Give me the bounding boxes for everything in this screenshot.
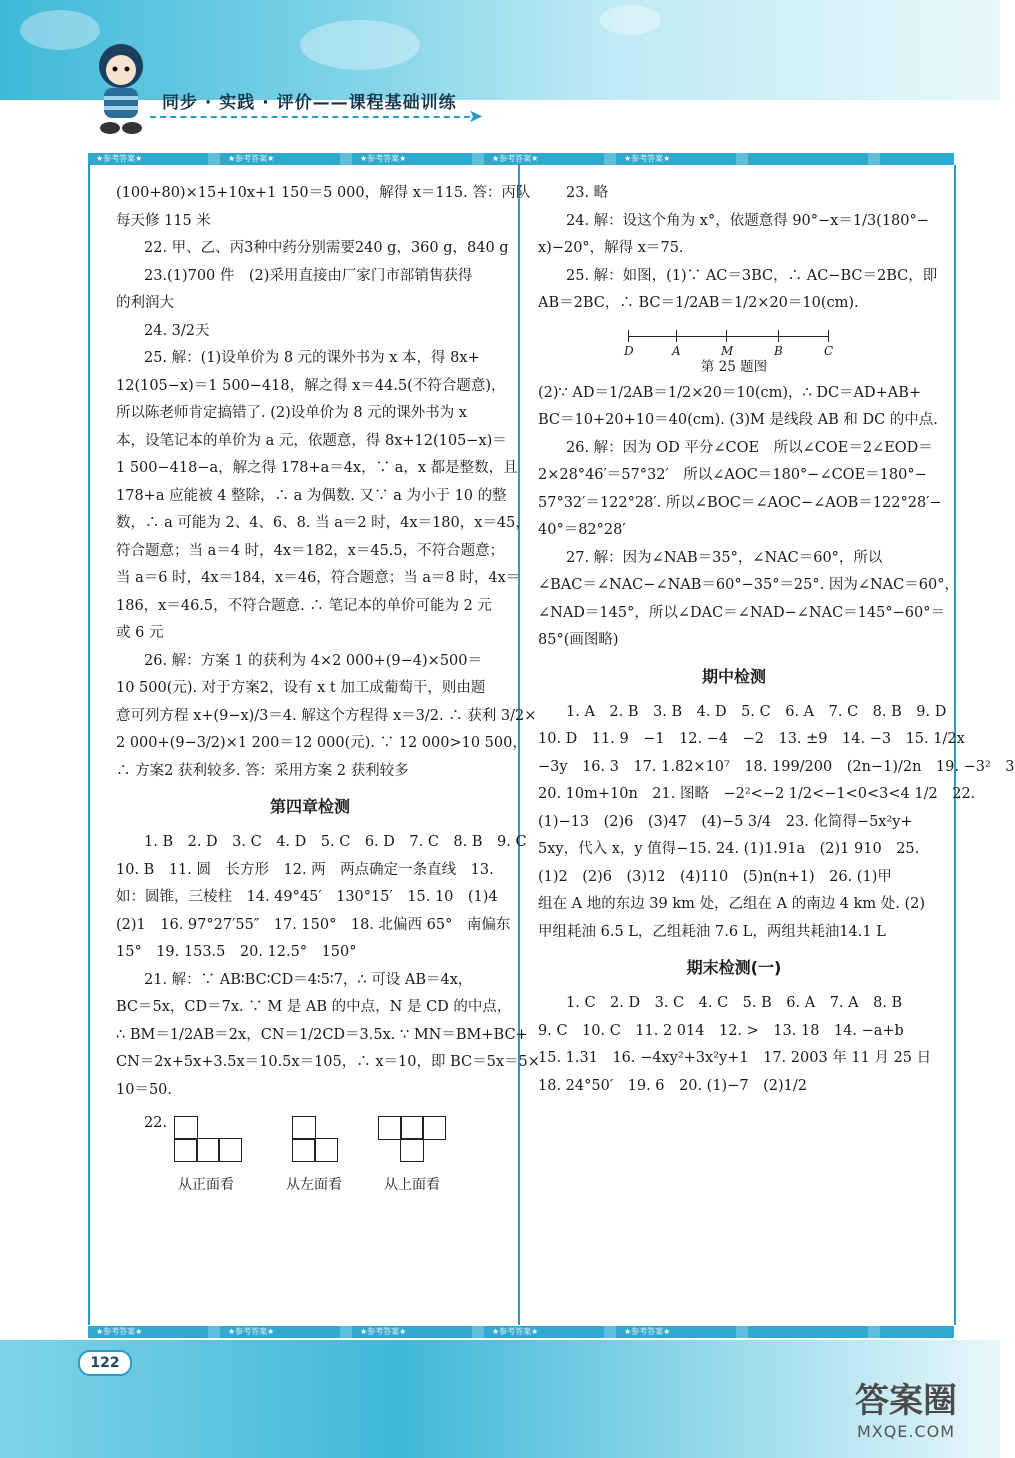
answer-line: 1 500−418−a，解之得 178+a＝4x，∵ a，x 都是整数，且 [116,460,518,476]
strip-tag: ★参考答案★ [228,154,275,163]
answer-line: 1. B 2. D 3. C 4. D 5. C 6. D 7. C 8. B 9. C [144,834,527,850]
view-label: 从上面看 [384,1177,440,1193]
strip-tag: ★参考答案★ [492,154,539,163]
point-label: B [774,343,783,358]
strip-tag: ★参考答案★ [360,154,407,163]
point-label: A [672,343,681,358]
final-answer-lines [538,990,930,1100]
answer-line: ∴ 方案2 获利较多. 答：采用方案 2 获利较多 [116,762,409,779]
left-answer-lines [116,180,537,785]
answer-strip-bottom [88,1326,954,1338]
strip-tag: ★参考答案★ [624,1327,671,1336]
answer-line: 符合题意；当 a＝4 时，4x＝182，x＝45.5，不符合题意； [116,542,505,559]
answer-line: 10 500(元). 对于方案2，设有 x t 加工成葡萄干，则由题 [116,680,486,696]
q22-label: 22. [144,1115,168,1131]
final-heading: 期末检测(一) [686,958,782,977]
answer-line: 数，∴ a 可能为 2、4、6、8. 当 a＝2 时，4x＝180，x＝45， [116,515,530,531]
answer-line: 85°(画图略) [538,632,619,648]
view-label: 从正面看 [178,1177,234,1193]
answer-line: BC＝5x，CD＝7x. ∵ M 是 AB 的中点，N 是 CD 的中点， [116,999,512,1015]
answer-line: 10. D 11. 9 −1 12. −4 −2 13. ±9 14. −3 15. 1/2x [538,731,965,747]
answer-line: 40°＝82°28′ [538,522,626,538]
watermark-url: MXQE.COM [856,1422,956,1441]
answer-strip-top [88,153,954,165]
right-column [538,180,1015,1100]
chapter4-heading: 第四章检测 [269,797,350,816]
answer-line: −3y 16. 3 17. 1.82×10⁷ 18. 199/200 (2n−1)/2n 19. −3² 3 [538,758,1015,775]
answer-line: 10. B 11. 圆 长方形 12. 两 两点确定一条直线 13. [116,861,494,878]
answer-line: 26. 解：因为 OD 平分∠COE 所以∠COE＝2∠EOD＝ [566,439,933,456]
strip-tag: ★参考答案★ [624,154,671,163]
answer-line: (100+80)×15+10x+1 150＝5 000，解得 x＝115. 答：丙队 [116,185,531,201]
strip-tag: ★参考答案★ [228,1327,275,1336]
answer-line: 25. 解：(1)设单价为 8 元的课外书为 x 本，得 8x+ [144,350,480,366]
answer-line: 12(105−x)＝1 500−418，解之得 x＝44.5(不符合题意)， [116,377,506,394]
answer-line: 26. 解：方案 1 的获利为 4×2 000+(9−4)×500＝ [144,652,482,669]
segment-line [628,336,828,337]
strip-tag: ★参考答案★ [96,1327,143,1336]
answer-line: BC＝10+20+10＝40(cm). (3)M 是线段 AB 和 DC 的中点. [538,412,938,428]
page-number: 122 [78,1350,132,1376]
answer-line: 21. 解：∵ AB∶BC∶CD＝4∶5∶7，∴ 可设 AB＝4x， [144,971,473,988]
answer-line: x)−20°，解得 x＝75. [538,240,684,256]
view-label: 从左面看 [286,1177,342,1193]
answer-line: ∴ BM＝1/2AB＝2x，CN＝1/2CD＝3.5x. ∵ MN＝BM+BC+ [116,1026,528,1043]
answer-line: 23. 略 [566,185,609,201]
answer-line: CN＝2x+5x+3.5x＝10.5x＝105，∴ x＝10，即 BC＝5x＝5× [116,1054,540,1070]
banner-decoration [600,5,660,35]
answer-line: 2 000+(9−3/2)×1 200＝12 000(元). ∵ 12 000>10 500， [116,735,527,751]
answer-line: 1. C 2. D 3. C 4. C 5. B 6. A 7. A 8. B [566,995,903,1011]
point-label: D [624,343,634,358]
watermark-logo [820,1380,992,1450]
point-label: C [824,343,834,358]
point-label: M [721,343,734,358]
answer-line: (1)−13 (2)6 (3)47 (4)−5 3/4 23. 化简得−5x²y+ [538,813,913,830]
answer-line: 或 6 元 [116,625,164,641]
answer-line: (1)2 (2)6 (3)12 (4)110 (5)n(n+1) 26. (1)甲 [538,868,892,885]
answer-line: ∠NAD＝145°，所以∠DAC＝∠NAD−∠NAC＝145°−60°＝ [538,604,945,621]
answer-line: 178+a 应能被 4 整除，∴ a 为偶数. 又∵ a 为小于 10 的整 [116,487,507,504]
answer-line: 22. 甲、乙、丙3种中药分别需要240 g，360 g，840 g [144,240,509,256]
answer-line: 23.(1)700 件 (2)采用直接由厂家门市部销售获得 [144,267,473,284]
answer-line: 5xy，代入 x，y 值得−15. 24. (1)1.91a (2)1 910 25. [538,841,920,857]
answer-line: (2)∵ AD＝1/2AB＝1/2×20＝10(cm)，∴ DC＝AD+AB+ [538,384,922,401]
answer-line: 每天修 115 米 [116,212,211,229]
top-view [378,1116,468,1216]
answer-line: 所以陈老师肯定搞错了. (2)设单价为 8 元的课外书为 x [116,405,467,421]
watermark-main: 答案圈 [855,1381,957,1421]
book-series-title: 同步 · 实践 · 评价——课程基础训练 [162,93,457,113]
arrow-icon: ➤ [468,106,484,127]
three-views-figure [116,1104,504,1216]
mascot-illustration [88,40,154,136]
left-column [116,180,540,1216]
figure-caption: 第 25 题图 [700,358,768,375]
q25-segment-figure [538,318,930,358]
answer-line: 27. 解：因为∠NAB＝35°，∠NAC＝60°，所以 [566,549,883,566]
chapter4-answer-lines [116,829,540,1104]
answer-line: 9. C 10. C 11. 2 014 12. > 13. 18 14. −a+b [538,1022,904,1039]
strip-tag: ★参考答案★ [96,154,143,163]
answer-line: 20. 10m+10n 21. 图略 −2²<−2 1/2<−1<0<3<4 1/2 22. [538,786,976,802]
answer-line: 2×28°46′＝57°32′ 所以∠AOC＝180°−∠COE＝180°− [538,467,927,483]
answer-line: 15° 19. 153.5 20. 12.5° 150° [116,944,357,960]
strip-tag: ★参考答案★ [492,1327,539,1336]
answer-line: 的利润大 [116,295,174,311]
answer-line: 本，设笔记本的单价为 a 元，依题意，得 8x+12(105−x)＝ [116,432,507,449]
answer-line: 意可列方程 x+(9−x)/3＝4. 解这个方程得 x＝3/2. ∴ 获利 3/2× [116,707,537,724]
strip-tag: ★参考答案★ [360,1327,407,1336]
answer-line: 25. 解：如图，(1)∵ AC＝3BC，∴ AC−BC＝2BC，即 [566,267,938,284]
answer-line: 24. 解：设这个角为 x°，依题意得 90°−x＝1/3(180°− [566,212,929,229]
answer-line: 24. 3/2天 [144,322,210,339]
answer-line: 当 a＝6 时，4x＝184，x＝46，符合题意；当 a＝8 时，4x＝ [116,570,521,586]
answer-line: 如：圆锥，三棱柱 14. 49°45′ 130°15′ 15. 10 (1)4 [116,889,498,905]
answer-line: (2)1 16. 97°27′55″ 17. 150° 18. 北偏西 65° 南偏东 [116,916,511,933]
midterm-answer-lines [538,699,1015,947]
answer-line: 10＝50. [116,1081,173,1098]
banner-decoration [300,20,420,70]
answer-line: AB＝2BC，∴ BC＝1/2AB＝1/2×20＝10(cm). [538,295,859,311]
header-dashed-line [150,116,470,118]
right-answer-lines-a [538,180,938,318]
midterm-heading: 期中检测 [701,666,766,686]
answer-line: 15. 1.31 16. −4xy²+3x²y+1 17. 2003 年 11 月 25 日 [538,1050,932,1066]
front-view [174,1116,254,1216]
answer-line: 18. 24°50′ 19. 6 20. (1)−7 (2)1/2 [538,1077,807,1094]
answer-line: 组在 A 地的东边 39 km 处，乙组在 A 的南边 4 km 处. (2) [538,896,926,912]
answer-line: 甲组耗油 6.5 L，乙组耗油 7.6 L，两组共耗油14.1 L [538,923,886,940]
answer-line: 57°32′＝122°28′. 所以∠BOC＝∠AOC−∠AOB＝122°28′− [538,494,942,511]
answer-line: ∠BAC＝∠NAC−∠NAB＝60°−35°＝25°. 因为∠NAC＝60°， [538,577,959,593]
answer-line: 1. A 2. B 3. B 4. D 5. C 6. A 7. C 8. B 9. D [566,703,947,720]
left-view [286,1116,372,1216]
answer-line: 186，x＝46.5，不符合题意. ∴ 笔记本的单价可能为 2 元 [116,597,492,614]
right-answer-lines-b [538,380,959,655]
